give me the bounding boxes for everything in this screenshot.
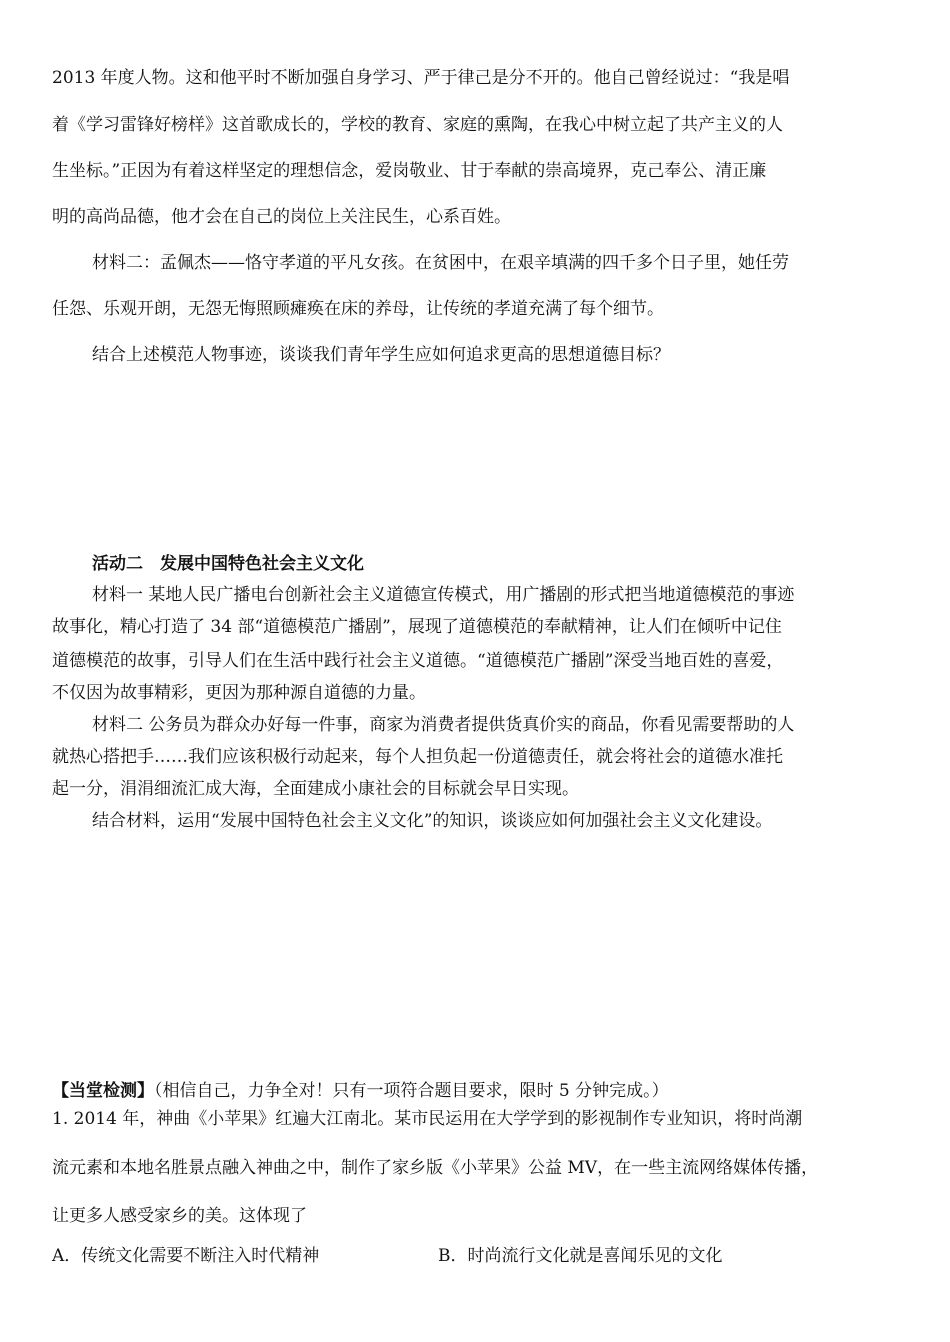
paragraph-line: 起一分，涓涓细流汇成大海，全面建成小康社会的目标就会早日实现。 [52, 779, 579, 799]
paragraph-line: 2013 年度人物。这和他平时不断加强自身学习、严于律己是分不开的。他自己曾经说过：“我是唱 [52, 68, 790, 88]
paragraph-line: 生坐标。”正因为有着这样坚定的理想信念，爱岗敬业、甘于奉献的崇高境界，克己奉公、清正廉 [52, 161, 767, 181]
option-a[interactable]: A．传统文化需要不断注入时代精神 [52, 1246, 320, 1266]
test-header [52, 1080, 669, 1102]
question-line: 流元素和本地名胜景点融入神曲之中，制作了家乡版《小苹果》公益 MV，在一些主流网络媒体传播， [52, 1158, 819, 1178]
paragraph-line: 着《学习雷锋好榜样》这首歌成长的，学校的教育、家庭的熏陶，在我心中树立起了共产主义的人 [52, 115, 783, 135]
question-text: 结合材料，运用“发展中国特色社会主义文化”的知识，谈谈应如何加强社会主义文化建设。 [92, 811, 773, 831]
question-line: 让更多人感受家乡的美。这体现了 [52, 1206, 307, 1226]
paragraph-line: 材料二 公务员为群众办好每一件事，商家为消费者提供货真价实的商品，你看见需要帮助的人 [92, 715, 795, 735]
option-b[interactable]: B．时尚流行文化就是喜闻乐见的文化 [438, 1246, 723, 1266]
material-two-line: 材料二：孟佩杰——恪守孝道的平凡女孩。在贫困中，在艰辛填满的四千多个日子里，她任劳 [92, 253, 789, 273]
activity-heading: 活动二 发展中国特色社会主义文化 [92, 554, 364, 574]
question-line: 1. 2014 年，神曲《小苹果》红遍大江南北。某市民运用在大学学到的影视制作专业知识，将时尚潮 [52, 1109, 803, 1129]
paragraph-line: 明的高尚品德，他才会在自己的岗位上关注民生，心系百姓。 [52, 207, 511, 227]
paragraph-line: 故事化，精心打造了 34 部“道德模范广播剧”，展现了道德模范的奉献精神，让人们在倾听中记住 [52, 617, 782, 637]
test-instruction: （相信自己，力争全对！只有一项符合题目要求，限时 5 分钟完成。） [154, 1081, 669, 1101]
question-text: 结合上述模范人物事迹，谈谈我们青年学生应如何追求更高的思想道德目标？ [92, 345, 670, 365]
paragraph-line: 就热心搭把手……我们应该积极行动起来，每个人担负起一份道德责任，就会将社会的道德水准托 [52, 747, 783, 767]
material-two-line: 任怨、乐观开朗，无怨无悔照顾瘫痪在床的养母，让传统的孝道充满了每个细节。 [52, 299, 664, 319]
paragraph-line: 道德模范的故事，引导人们在生活中践行社会主义道德。“道德模范广播剧”深受当地百姓的喜爱， [52, 651, 784, 671]
test-heading: 【当堂检测】 [52, 1081, 154, 1101]
paragraph-line: 不仅因为故事精彩，更因为那种源自道德的力量。 [52, 683, 426, 703]
paragraph-line: 材料一 某地人民广播电台创新社会主义道德宣传模式，用广播剧的形式把当地道德模范的事迹 [92, 585, 795, 605]
